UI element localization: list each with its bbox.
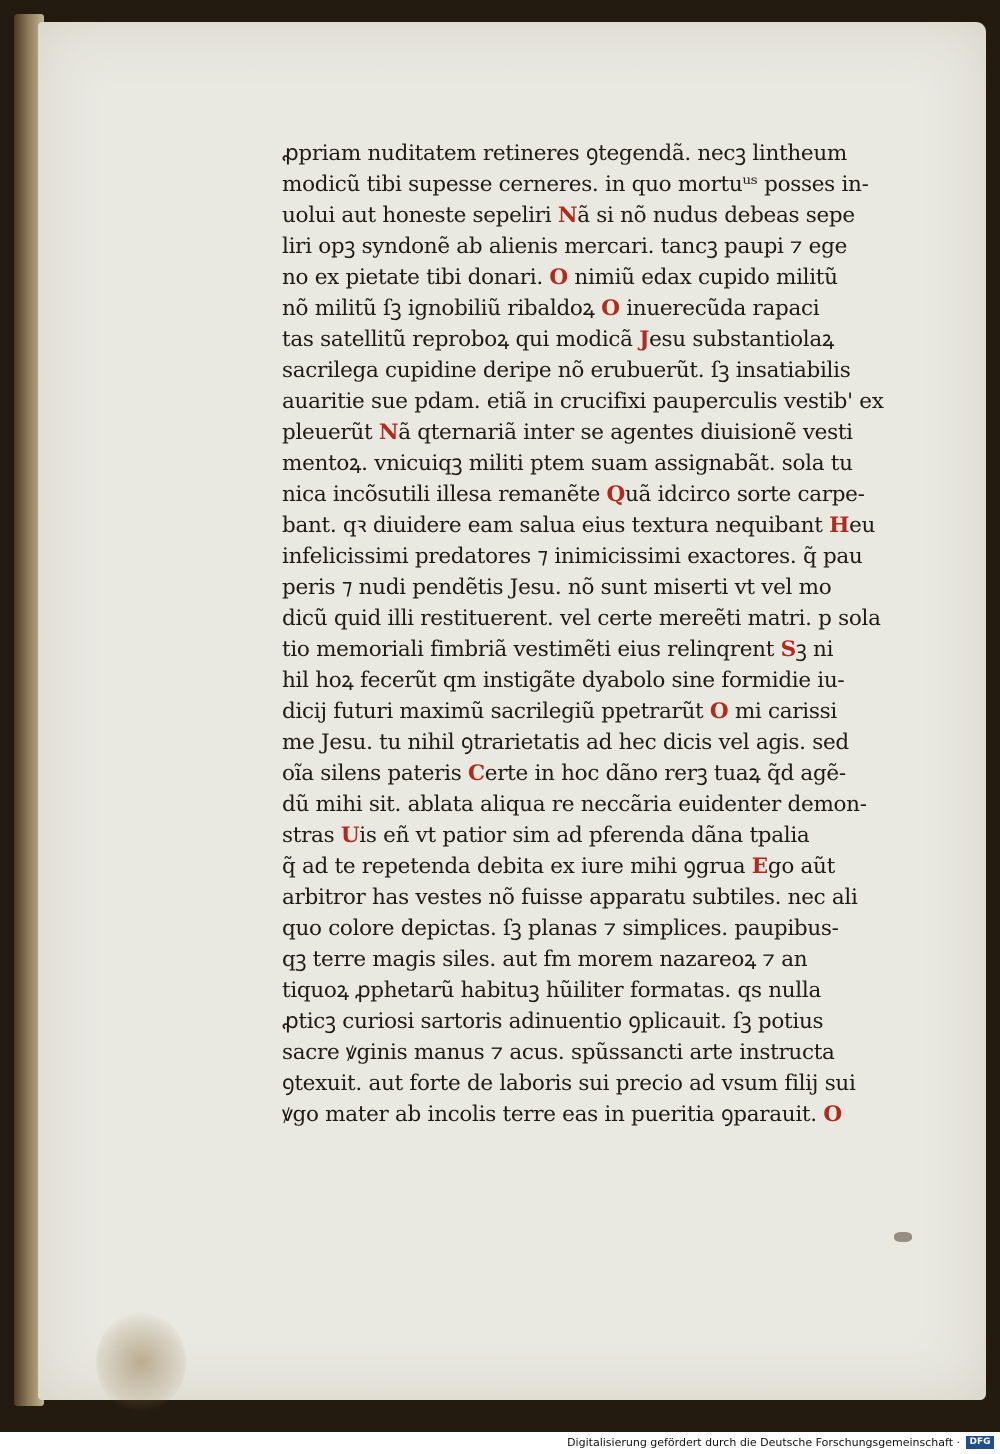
text-line: me Jesu. tu nihil ꝯtrarietatis ad hec dicis vel agis. sed	[282, 730, 849, 755]
text-line: uolui aut honeste sepeliri Nã si nõ nudus debeas sepe	[282, 203, 855, 228]
text-line: bant. qꝛ diuidere eam salua eius textura nequibant Heu	[282, 513, 876, 538]
text-line: dicũ quid illi restituerent. vel certe mereẽti matri. p sola	[282, 606, 881, 631]
text-line: ꝟgo mater ab incolis terre eas in pueritia ꝯparauit. O	[282, 1102, 842, 1127]
rubricated-initial: O	[601, 296, 620, 321]
text-line: no ex pietate tibi donari. O nimiũ edax cupido militũ	[282, 265, 838, 290]
text-line: infelicissimi predatores ⁊ inimicissimi exactores. q̃ pau	[282, 544, 863, 569]
digitization-footer	[0, 1432, 1000, 1454]
rubricated-initial: C	[467, 761, 485, 786]
rubricated-initial: E	[751, 854, 768, 879]
water-stain	[96, 1312, 186, 1412]
ink-smudge	[894, 1232, 912, 1242]
rubricated-initial: S	[780, 637, 796, 662]
incunabula-text-block	[282, 138, 932, 1130]
text-line: ꝯtexuit. aut forte de laboris sui precio ad vsum filij sui	[282, 1071, 856, 1096]
text-line: tiquoꝝ ꝓphetarũ habituꝫ hũiliter formatas. qs nulla	[282, 978, 821, 1003]
rubricated-initial: O	[549, 265, 568, 290]
text-line: nica incõsutili illesa remanẽte Quã idcirco sorte carpe-	[282, 482, 865, 507]
text-line: dicij futuri maximũ sacrilegiũ ppetrarũt O mi carissi	[282, 699, 837, 724]
text-line: dũ mihi sit. ablata aliqua re neccãria euidenter demon-	[282, 792, 867, 817]
dfg-logo: DFG	[966, 1436, 994, 1449]
text-line: stras Uis eñ vt patior sim ad pferenda dãna tpalia	[282, 823, 810, 848]
text-line: ꝓticꝫ curiosi sartoris adinuentio ꝯplicauit. ſꝫ potius	[282, 1009, 824, 1034]
text-line: qꝫ terre magis siles. aut fm morem nazareoꝝ ⁊ an	[282, 947, 808, 972]
rubricated-initial: H	[829, 513, 850, 538]
text-line: hil hoꝝ fecerũt qm instigãte dyabolo sine formidie iu-	[282, 668, 845, 693]
rubricated-initial: U	[340, 823, 360, 848]
rubricated-initial: O	[709, 699, 729, 724]
text-line: quo colore depictas. ſꝫ planas ⁊ simplices. paupibus-	[282, 916, 839, 941]
text-line: liri opꝫ syndonẽ ab alienis mercari. tancꝫ paupi ⁊ ege	[282, 234, 847, 259]
rubricated-initial: J	[639, 327, 650, 352]
text-line: nõ militũ ſꝫ ignobiliũ ribaldoꝝ O inuerecũda rapaci	[282, 296, 820, 321]
text-line: auaritie sue pdam. etiã in crucifixi pauperculis vestib' ex	[282, 389, 884, 414]
text-line: q̃ ad te repetenda debita ex iure mihi ꝯgrua Ego aũt	[282, 854, 835, 879]
text-line: sacrilega cupidine deripe nõ erubuerũt. ſꝫ insatiabilis	[282, 358, 851, 383]
text-line: sacre ꝟginis manus ⁊ acus. spũssancti arte instructa	[282, 1040, 835, 1065]
rubricated-initial: N	[378, 420, 399, 445]
text-line: tas satellitũ reproboꝝ qui modicã Jesu substantiolaꝝ	[282, 327, 835, 352]
text-line: modicũ tibi supesse cerneres. in quo mortuᵘˢ posses in-	[282, 172, 869, 197]
rubricated-initial: O	[823, 1102, 842, 1127]
funding-credit: Digitalisierung gefördert durch die Deutsche Forschungsgemeinschaft ·	[567, 1436, 960, 1449]
text-line: mentoꝝ. vnicuiqꝫ militi ptem suam assignabãt. sola tu	[282, 451, 853, 476]
text-line: ꝓpriam nuditatem retineres ꝯtegendã. necꝫ lintheum	[282, 141, 847, 166]
text-line: pleuerũt Nã qternariã inter se agentes diuisionẽ vesti	[282, 420, 853, 445]
text-line: tio memoriali fimbriã vestimẽti eius relinqrent Sꝫ ni	[282, 637, 834, 662]
rubricated-initial: N	[557, 203, 578, 228]
text-line: arbitror has vestes nõ fuisse apparatu subtiles. nec ali	[282, 885, 858, 910]
text-line: peris ⁊ nudi pendẽtis Jesu. nõ sunt miserti vt vel mo	[282, 575, 832, 600]
rubricated-initial: Q	[606, 482, 625, 507]
text-line: oĩa silens pateris Certe in hoc dãno rerꝫ tuaꝝ q̃d agẽ-	[282, 761, 846, 786]
